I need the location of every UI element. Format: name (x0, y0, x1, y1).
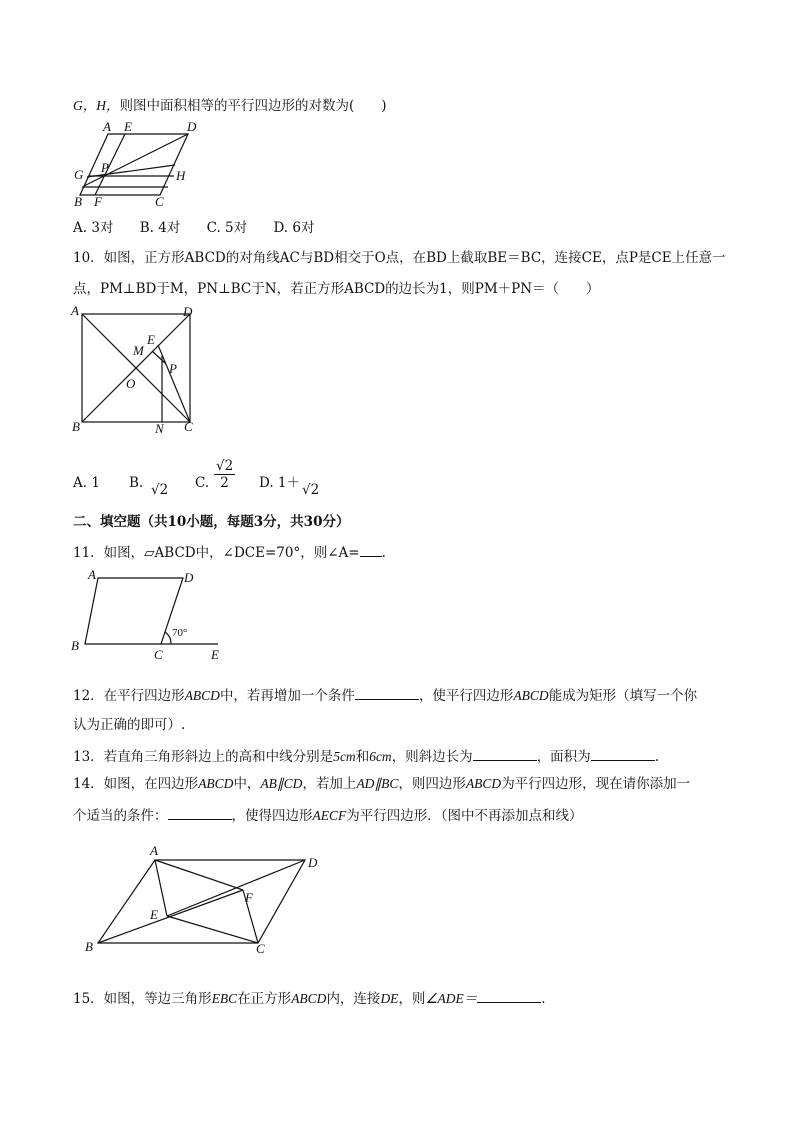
q10-label-n: N (155, 421, 164, 436)
q10-choice-c-fraction (214, 458, 235, 491)
q10-choice-d-label: D. 1＋ (259, 475, 301, 491)
q15-text-e: . (541, 991, 546, 1007)
q9-label-e: E (124, 120, 132, 134)
q10-label-m: M (133, 343, 144, 358)
q15-text-a: 15．如图，等边三角形 (73, 991, 212, 1007)
q13-area-blank[interactable] (591, 746, 655, 761)
q11-figure (68, 566, 228, 666)
q13-text-e: . (654, 749, 659, 765)
q14-math-ab-cd: AB∥CD (260, 776, 303, 791)
q14-math-abcd-2: ABCD (465, 776, 502, 791)
q10-label-p: P (169, 361, 177, 376)
q15-math-de: DE (380, 991, 399, 1006)
q14-math-ad-bc: AD∥BC (356, 776, 399, 791)
q14-text-h: 为平行四边形．（图中不再添加点和线） (346, 808, 583, 824)
q13-height: 5cm (333, 749, 356, 764)
q14-text-e: 为平行四边形，现在请你添加一 (501, 776, 691, 792)
q10-choice-d-value: √2 (302, 482, 320, 498)
q15-math-abcd: ABCD (291, 991, 327, 1006)
q14-line2 (73, 805, 583, 826)
q12-math-abcd: ABCD (184, 688, 220, 703)
q10-choice-b-value: √2 (151, 482, 169, 498)
q15-math-ebc: EBC (211, 991, 238, 1006)
q13-text-d: ，面积为 (536, 749, 591, 765)
q14-label-b: B (85, 939, 93, 954)
q14-label-e: E (150, 907, 158, 922)
q12-text-c: ，使平行四边形 (418, 688, 514, 704)
q15-question (73, 988, 546, 1009)
q13-question (73, 746, 659, 767)
q12-answer-blank[interactable] (355, 685, 419, 700)
q14-answer-blank[interactable] (168, 805, 232, 820)
q14-text-c: ，若加上 (302, 776, 357, 792)
q9-figure (70, 120, 200, 210)
q11-text: 11．如图，▱ABCD中，∠DCE=70°，则∠A= (73, 545, 360, 561)
q10-label-a: A (71, 303, 79, 318)
q11-label-e: E (211, 647, 219, 662)
q11-label-b: B (71, 638, 79, 653)
q9-label-f: F (94, 194, 102, 209)
q14-label-d: D (308, 855, 318, 870)
q14-text-f: 个适当的条件： (73, 808, 168, 824)
q14-text-d: ，则四边形 (398, 776, 466, 792)
q9-label-d: D (187, 120, 197, 134)
q14-label-f: F (245, 890, 253, 905)
q12-text-d: 能成为矩形（填写一个你 (548, 688, 698, 704)
q14-text-b: 中， (233, 776, 261, 792)
q11-question (73, 542, 386, 563)
q15-math-ade: ∠ADE＝ (425, 991, 478, 1006)
q14-text-g: ，使得四边形 (231, 808, 313, 824)
q11-period: . (381, 545, 386, 561)
q14-math-aecf: AECF (312, 808, 347, 823)
q15-answer-blank[interactable] (477, 988, 541, 1003)
q13-text-a: 13．若直角三角形斜边上的高和中线分别是 (73, 749, 334, 765)
q9-label-a: A (103, 120, 111, 134)
q12-text-a: 12．在平行四边形 (73, 688, 185, 704)
q11-label-d: D (184, 570, 194, 585)
q14-label-a: A (150, 843, 158, 858)
q10-line1: 10．如图，正方形ABCD的对角线AC与BD相交于O点，在BD上截取BE＝BC，连接CE，点P是CE上任意一 (73, 250, 726, 266)
q12-math-abcd-2: ABCD (513, 688, 549, 703)
q14-line1 (73, 774, 690, 794)
q13-median: 6cm (369, 749, 392, 764)
q14-label-c: C (256, 941, 265, 956)
q13-text-b: 和 (355, 749, 370, 765)
q9-label-p: P (101, 160, 109, 175)
q14-figure (80, 840, 330, 960)
q10-choice-b-label: B. (129, 475, 144, 491)
q9-choices (73, 218, 336, 238)
q11-label-a: A (88, 567, 96, 582)
q9-question (73, 96, 387, 116)
q15-text-c: 内，连接 (326, 991, 381, 1007)
q9-label-c: C (155, 194, 164, 209)
q10-choice-a: A. 1 (73, 475, 100, 491)
q12-line2: 认为正确的即可）. (73, 717, 186, 733)
q10-choice-c-numerator: √2 (216, 458, 234, 474)
q10-label-e: E (147, 332, 155, 347)
q13-text-c: ，则斜边长为 (391, 749, 473, 765)
q9-label-g: G (74, 167, 84, 182)
q9-choice-d: D. 6对 (273, 220, 315, 236)
q14-math-abcd: ABCD (198, 776, 234, 791)
q9-choice-a: A. 3对 (73, 220, 114, 236)
q13-hypotenuse-blank[interactable] (473, 746, 537, 761)
q11-answer-blank[interactable] (360, 542, 382, 557)
q9-gh: G，H， (73, 98, 120, 113)
q10-label-o: O (126, 376, 136, 391)
q10-choice-c-label: C. (195, 475, 210, 491)
q9-choice-b: B. 4对 (139, 220, 181, 236)
q9-label-h: H (176, 168, 186, 183)
q12-line1 (73, 685, 697, 706)
q10-choice-c-denominator: 2 (220, 475, 229, 491)
q10-line2: 点，PM⊥BD于M，PN⊥BC于N，若正方形ABCD的边长为1，则PM＋PN＝（ ） (73, 281, 600, 297)
q11-angle-label: 70° (172, 627, 188, 639)
section-heading: 二、填空题（共10小题，每题3分，共30分） (73, 514, 350, 530)
q14-text-a: 14．如图，在四边形 (73, 776, 199, 792)
q15-text-d: ，则 (398, 991, 426, 1007)
q10-label-b: B (72, 419, 80, 434)
q9-choice-c: C. 5对 (206, 220, 248, 236)
q10-label-c: C (184, 419, 193, 434)
q11-label-c: C (154, 647, 163, 662)
q12-text-b: 中，若再增加一个条件 (219, 688, 355, 704)
q9-text: 则图中面积相等的平行四边形的对数为( ) (119, 98, 387, 114)
q9-label-b: B (74, 194, 82, 209)
q10-figure (68, 303, 208, 437)
q15-text-b: 在正方形 (237, 991, 292, 1007)
q10-label-d: D (183, 304, 193, 319)
